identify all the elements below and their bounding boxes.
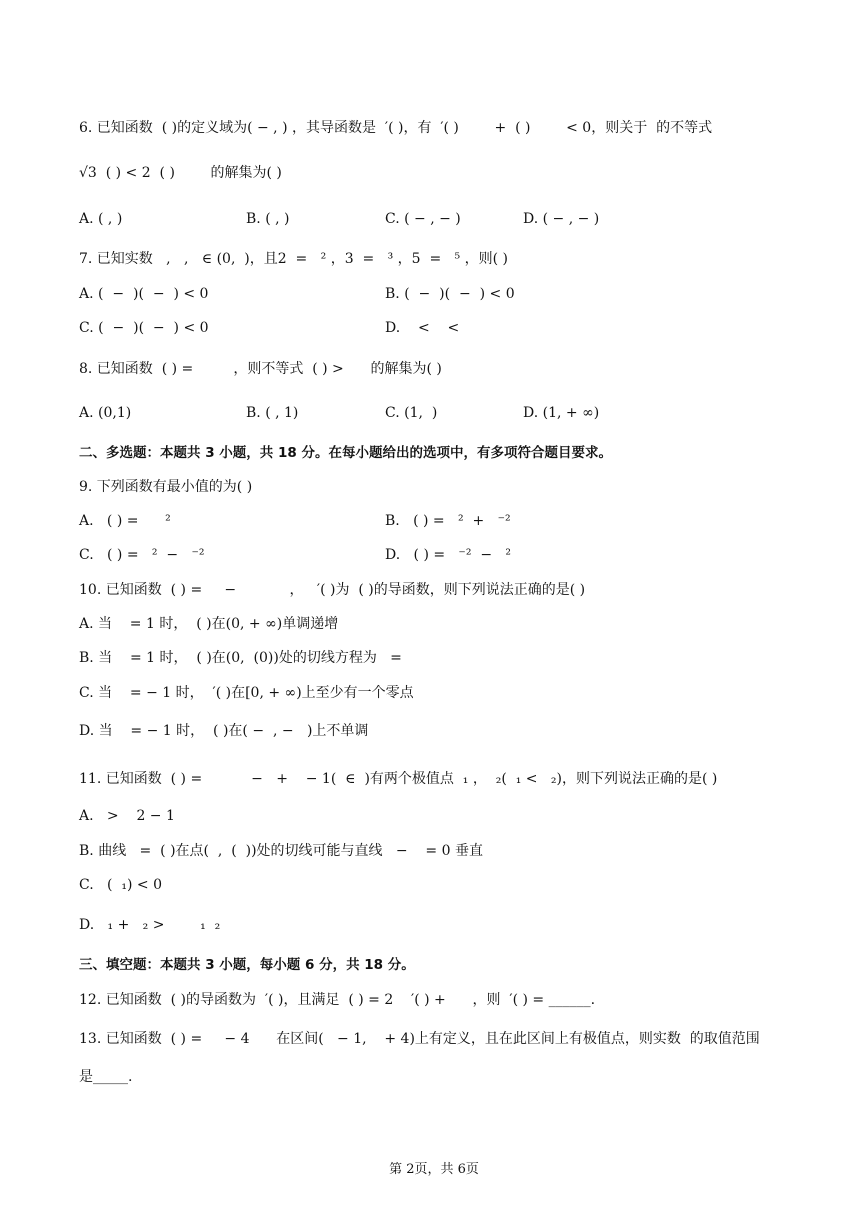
q9-option-b: B. ( ) = ² + ⁻² xyxy=(385,513,511,529)
q7-option-b: B. ( − )( − ) < 0 xyxy=(385,286,515,302)
q12-stem: 12. 已知函数 ( )的导函数为 ′( )，且满足 ( ) = 2 ′( ) + ，则 ′( ) = ______. xyxy=(79,992,596,1008)
q6-option-c: C. ( − , − ) xyxy=(385,211,461,227)
section-heading-multiple-choice: 二、多选题：本题共 3 小题，共 18 分。在每小题给出的选项中，有多项符合题目要求。 xyxy=(79,445,612,461)
q10-stem: 10. 已知函数 ( ) = − ， ′( )为 ( )的导函数，则下列说法正确的是( ) xyxy=(79,582,586,598)
q6-option-b: B. ( , ) xyxy=(246,211,290,227)
q8-option-d: D. (1, + ∞) xyxy=(523,405,600,421)
q9-option-d: D. ( ) = ⁻² − ² xyxy=(385,547,512,563)
q13-line1: 13. 已知函数 ( ) = − 4 在区间( − 1, + 4)上有定义，且在此区间上有极值点，则实数 的取值范围 xyxy=(79,1031,760,1047)
q11-option-b: B. 曲线 = ( )在点( , ( ))处的切线可能与直线 − = 0 垂直 xyxy=(79,843,483,859)
q10-option-b: B. 当 = 1 时， ( )在(0, (0))处的切线方程为 = xyxy=(79,650,402,666)
q13-line2: 是_____. xyxy=(79,1069,133,1085)
q10-option-d: D. 当 = − 1 时， ( )在( − , − )上不单调 xyxy=(79,723,369,739)
q7-option-d: D. < < xyxy=(385,320,460,336)
q10-option-c: C. 当 = − 1 时， ′( )在[0, + ∞)上至少有一个零点 xyxy=(79,685,414,701)
page-footer: 第 2页，共 6页 xyxy=(389,1162,479,1177)
q6-option-d: D. ( − , − ) xyxy=(523,211,600,227)
q8-option-c: C. (1, ) xyxy=(385,405,438,421)
q11-option-c: C. ( ₁) < 0 xyxy=(79,877,162,893)
q11-stem: 11. 已知函数 ( ) = − + − 1( ∈ )有两个极值点 ₁ ， ₂( ₁ < ₂)，则下列说法正确的是( ) xyxy=(79,771,718,787)
q7-option-c: C. ( − )( − ) < 0 xyxy=(79,320,209,336)
q6-line1: 6. 已知函数 ( )的定义域为( − , ) ，其导函数是 ′( )，有 ′( ) + ( ) < 0，则关于 的不等式 xyxy=(79,120,713,136)
q8-option-a: A. (0,1) xyxy=(79,405,132,421)
q11-option-a: A. > 2 − 1 xyxy=(79,808,175,824)
q10-option-a: A. 当 = 1 时， ( )在(0, + ∞)单调递增 xyxy=(79,616,339,632)
q6-option-a: A. ( , ) xyxy=(79,211,123,227)
q11-option-d: D. ₁ + ₂ > ₁ ₂ xyxy=(79,917,221,933)
q8-stem: 8. 已知函数 ( ) = ，则不等式 ( ) > 的解集为( ) xyxy=(79,361,442,377)
q9-stem: 9. 下列函数有最小值的为( ) xyxy=(79,479,253,495)
q7-option-a: A. ( − )( − ) < 0 xyxy=(79,286,209,302)
q9-option-a: A. ( ) = ² xyxy=(79,513,171,529)
q8-option-b: B. ( , 1) xyxy=(246,405,299,421)
q9-option-c: C. ( ) = ² − ⁻² xyxy=(79,547,205,563)
q6-line2: √3 ( ) < 2 ( ) 的解集为( ) xyxy=(79,165,282,181)
q7-stem: 7. 已知实数 , , ∈ (0, )，且2 = ² ，3 = ³ ，5 = ⁵ ，则( ) xyxy=(79,251,508,267)
section-heading-fill-in: 三、填空题：本题共 3 小题，每小题 6 分，共 18 分。 xyxy=(79,957,415,973)
